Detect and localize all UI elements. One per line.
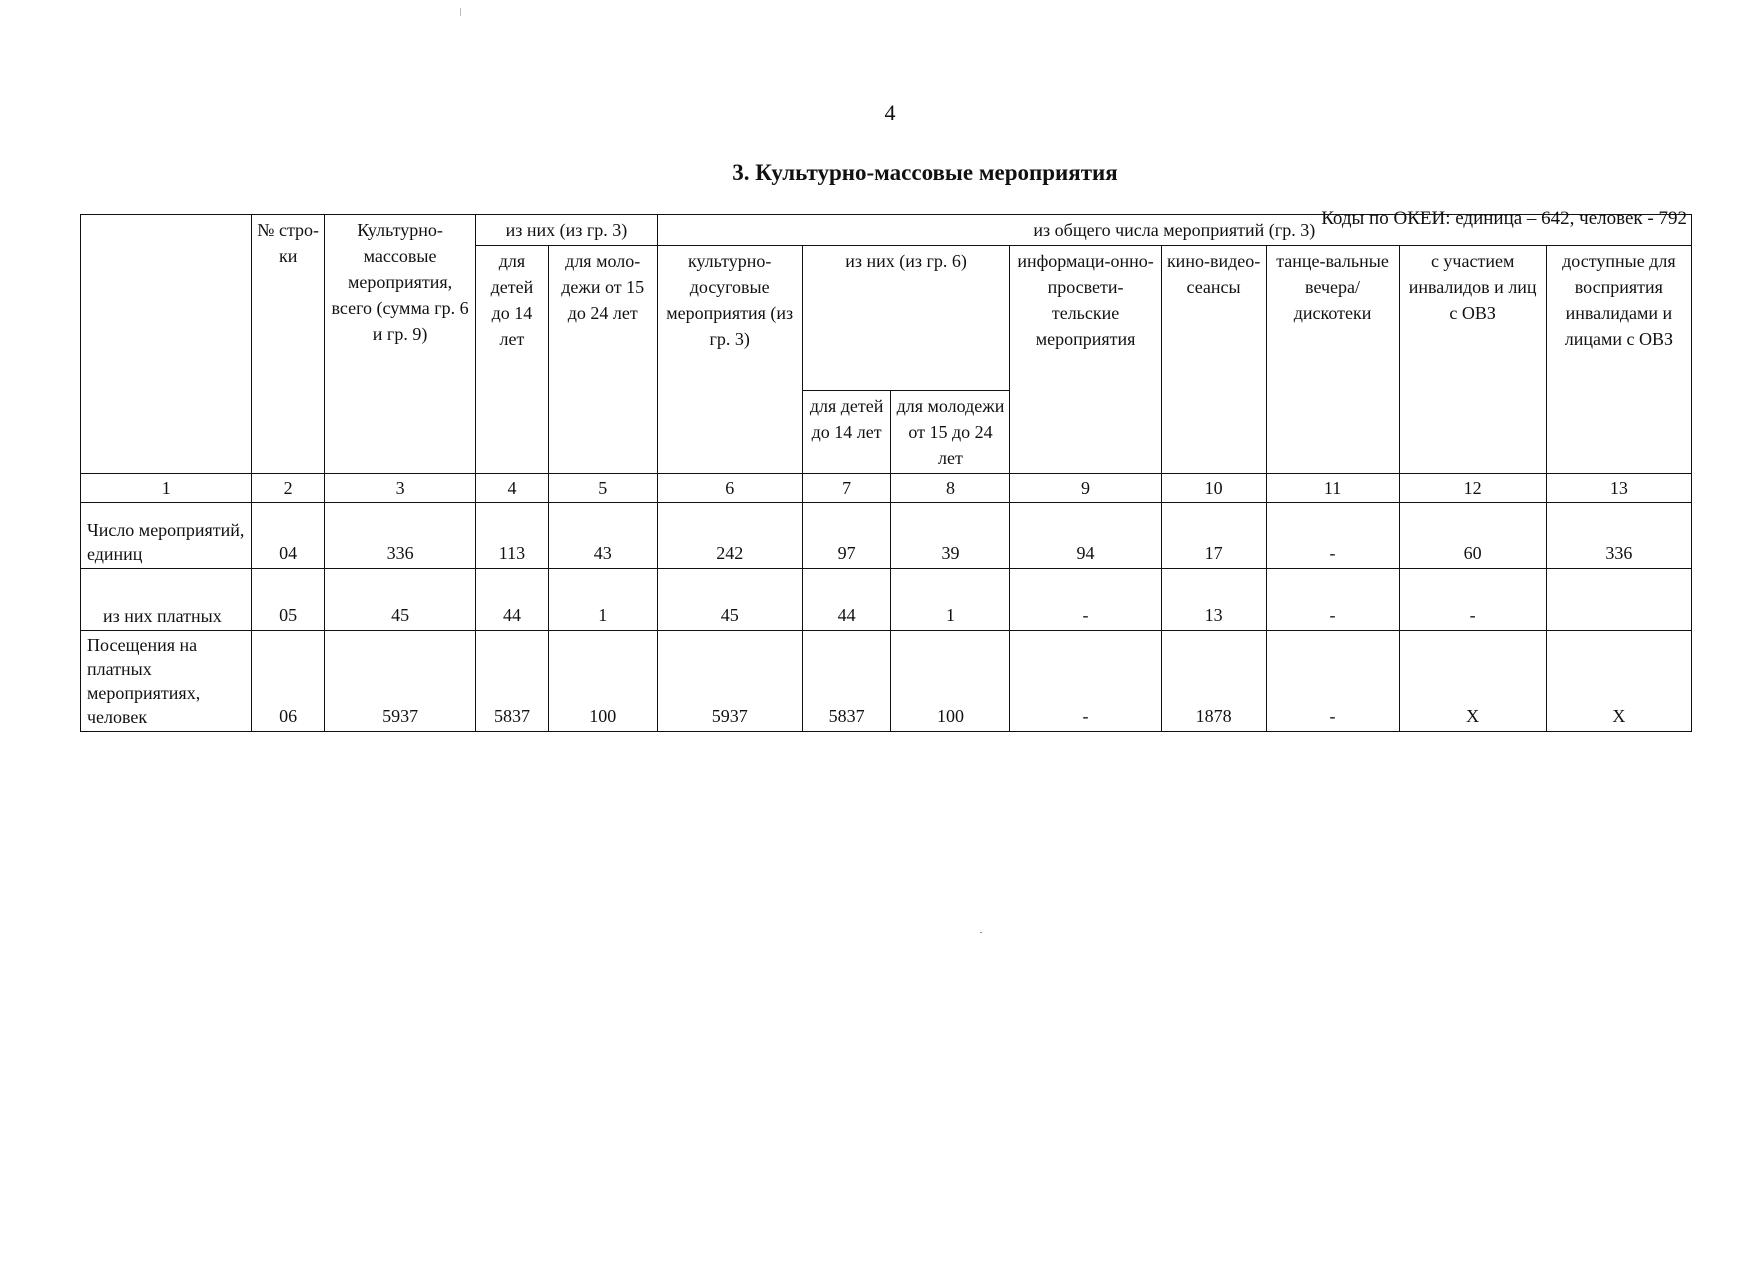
table-cell: -: [1010, 569, 1161, 631]
table-cell: 100: [548, 631, 657, 732]
table-cell: 44: [476, 569, 549, 631]
header-empty-corner: [81, 215, 252, 474]
column-number: 10: [1161, 474, 1266, 503]
table-row-paid-attendance: [81, 631, 1692, 732]
column-number-row: [81, 474, 1692, 503]
table-cell: 1878: [1161, 631, 1266, 732]
table-cell: [1546, 569, 1691, 631]
row-label: Посещения на платных мероприятиях, человек: [81, 631, 252, 732]
column-number: 3: [324, 474, 475, 503]
column-number: 6: [657, 474, 802, 503]
header-row-no: № стро-ки: [252, 215, 325, 474]
header-children-14: для детей до 14 лет: [476, 246, 549, 474]
table-cell: 44: [802, 569, 891, 631]
header-cinema: кино-видео-сеансы: [1161, 246, 1266, 474]
table-cell: 17: [1161, 503, 1266, 569]
table-cell: 45: [657, 569, 802, 631]
table-cell: -: [1266, 503, 1399, 569]
table-cell: 97: [802, 503, 891, 569]
header-disabled-participation: с участием инвалидов и лиц с ОВЗ: [1399, 246, 1546, 474]
table-cell: -: [1266, 631, 1399, 732]
table-cell: 336: [1546, 503, 1691, 569]
table-cell: 100: [891, 631, 1010, 732]
column-number: 12: [1399, 474, 1546, 503]
header-youth-15-24-gr6: для молодежи от 15 до 24 лет: [891, 391, 1010, 474]
header-of-them-gr6: из них (из гр. 6): [802, 246, 1010, 391]
column-number: 5: [548, 474, 657, 503]
column-number: 9: [1010, 474, 1161, 503]
table-cell: 113: [476, 503, 549, 569]
table-cell: 1: [891, 569, 1010, 631]
table-cell: 45: [324, 569, 475, 631]
table-cell: 5937: [657, 631, 802, 732]
column-number: 11: [1266, 474, 1399, 503]
table-cell: 06: [252, 631, 325, 732]
header-info-education: информаци-онно-просвети-тельские мероприятия: [1010, 246, 1161, 474]
table-cell: 5937: [324, 631, 475, 732]
table-cell: 60: [1399, 503, 1546, 569]
table-cell: 336: [324, 503, 475, 569]
table-cell: -: [1399, 569, 1546, 631]
row-label: из них платных: [81, 569, 252, 631]
header-disabled-accessible: доступные для восприятия инвалидами и лицами с ОВЗ: [1546, 246, 1691, 474]
column-number: 2: [252, 474, 325, 503]
header-total: Культурно-массовые мероприятия, всего (сумма гр. 6 и гр. 9): [324, 215, 475, 474]
column-number: 13: [1546, 474, 1691, 503]
header-dance: танце-вальные вечера/ дискотеки: [1266, 246, 1399, 474]
table-cell: 39: [891, 503, 1010, 569]
table-cell: 43: [548, 503, 657, 569]
header-cultural-leisure: культурно-досуговые мероприятия (из гр. 3): [657, 246, 802, 474]
table-cell: 5837: [476, 631, 549, 732]
section-title: 3. Культурно-массовые мероприятия: [732, 160, 1118, 185]
table-cell: 242: [657, 503, 802, 569]
header-row-1: [81, 215, 1692, 246]
column-number: 1: [81, 474, 252, 503]
row-label: Число мероприятий, единиц: [81, 503, 252, 569]
column-number: 8: [891, 474, 1010, 503]
table-row-paid-events: [81, 569, 1692, 631]
okei-codes: Коды по ОКЕИ: единица – 642, человек - 792: [1321, 208, 1687, 229]
table-cell: 94: [1010, 503, 1161, 569]
table-cell: Х: [1399, 631, 1546, 732]
table-cell: -: [1010, 631, 1161, 732]
table-row-events-count: [81, 503, 1692, 569]
table-cell: 04: [252, 503, 325, 569]
table-cell: Х: [1546, 631, 1691, 732]
table-cell: 1: [548, 569, 657, 631]
page-number: 4: [884, 100, 896, 125]
header-of-total-gr3: из общего числа мероприятий (гр. 3): [657, 215, 1691, 246]
header-children-14-gr6: для детей до 14 лет: [802, 391, 891, 474]
header-youth-15-24: для моло-дежи от 15 до 24 лет: [548, 246, 657, 474]
column-number: 4: [476, 474, 549, 503]
column-number: 7: [802, 474, 891, 503]
events-table: [80, 214, 1692, 732]
scan-artifact-dot: [980, 932, 982, 933]
header-of-them-gr3: из них (из гр. 3): [476, 215, 657, 246]
table-cell: 5837: [802, 631, 891, 732]
table-cell: 13: [1161, 569, 1266, 631]
table-cell: -: [1266, 569, 1399, 631]
scan-artifact-mark: [460, 8, 461, 16]
table-cell: 05: [252, 569, 325, 631]
